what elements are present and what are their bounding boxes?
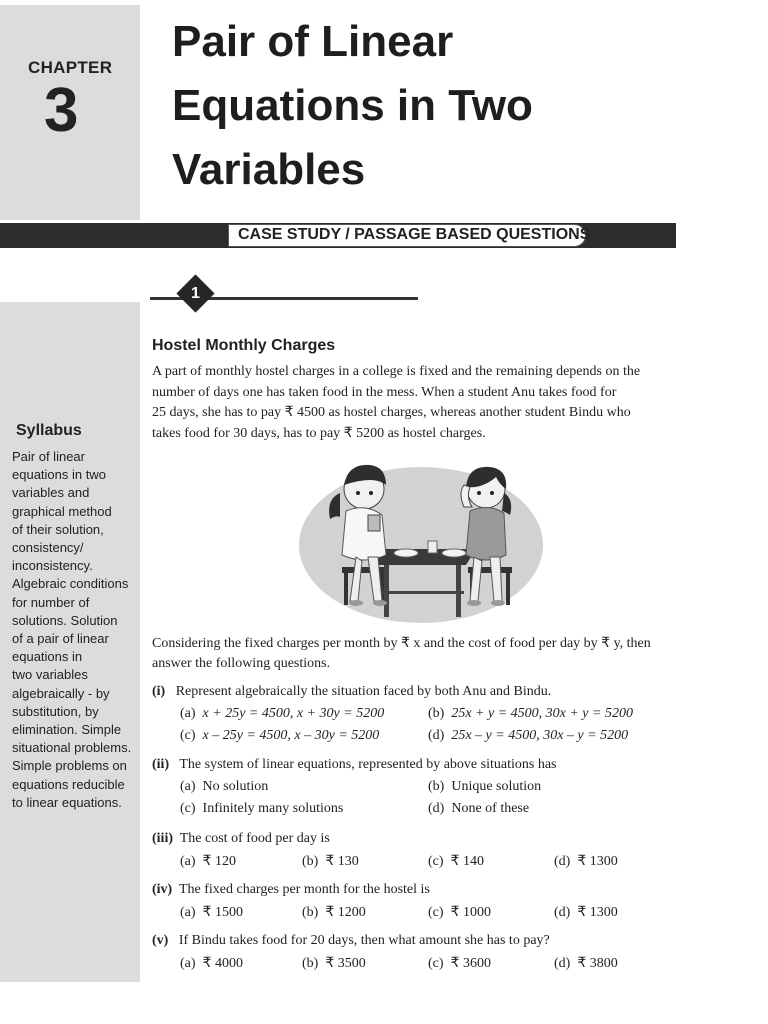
option-text: No solution (202, 779, 269, 794)
passage-line: number of days one has taken food in the mess. When a student Anu takes food for (152, 384, 617, 400)
chapter-label: CHAPTER (28, 58, 113, 77)
option-text: ₹ 130 (325, 854, 359, 869)
option-label: (c) (180, 801, 196, 816)
question-number-label: (v) (152, 933, 169, 948)
option-text: ₹ 1000 (450, 905, 491, 920)
syllabus-line: for number of (12, 594, 90, 610)
option-label: (d) (554, 854, 571, 869)
syllabus-line: equations in two (12, 467, 106, 483)
option-a (180, 904, 243, 921)
option-d (428, 728, 628, 744)
chapter-number: 3 (44, 76, 79, 145)
option-text: Unique solution (451, 779, 542, 794)
option-a (180, 706, 384, 722)
syllabus-line: Simple problems on (12, 758, 127, 774)
question-number-label: (iv) (152, 882, 173, 897)
option-text: ₹ 140 (450, 854, 484, 869)
syllabus-line: substitution, by (12, 703, 99, 719)
syllabus-line: to linear equations. (12, 794, 122, 810)
chapter-title-line: Pair of Linear (172, 17, 454, 66)
question-i (152, 684, 551, 700)
question-number: 1 (191, 285, 200, 302)
option-label: (a) (180, 956, 196, 971)
case-passage (152, 362, 692, 444)
option-label: (b) (302, 905, 319, 920)
syllabus-line: of a pair of linear (12, 631, 109, 647)
option-d (428, 801, 529, 817)
option-b (302, 853, 359, 870)
syllabus-text (12, 448, 140, 812)
chapter-title-line: Equations in Two (172, 81, 533, 130)
option-label: (d) (554, 905, 571, 920)
option-text: x – 25y = 4500, x – 30y = 5200 (202, 728, 380, 743)
syllabus-line: consistency/ (12, 540, 84, 556)
syllabus-line: Algebraic conditions (12, 576, 129, 592)
instruction-line: answer the following questions. (152, 656, 331, 671)
syllabus-line: elimination. Simple (12, 722, 122, 738)
option-c (428, 904, 491, 921)
option-label: (c) (428, 854, 444, 869)
option-text: ₹ 3500 (325, 956, 366, 971)
option-label: (c) (428, 905, 444, 920)
question-v (152, 933, 550, 949)
option-a (180, 853, 236, 870)
option-b (428, 706, 633, 722)
option-text: 25x – y = 4500, 30x – y = 5200 (451, 728, 629, 743)
passage-line: 25 days, she has to pay ₹ 4500 as hostel charges, whereas another student Bindu who (152, 405, 631, 420)
syllabus-line: two variables (12, 667, 88, 683)
option-b (302, 904, 366, 921)
syllabus-line: inconsistency. (12, 558, 93, 574)
option-text: 25x + y = 4500, 30x + y = 5200 (451, 706, 633, 721)
passage-line: takes food for 30 days, has to pay ₹ 5200 as hostel charges. (152, 425, 486, 441)
option-text: ₹ 4000 (202, 956, 243, 971)
option-b (302, 955, 366, 972)
option-label: (a) (180, 779, 196, 794)
option-text: ₹ 1200 (325, 905, 366, 920)
option-c (180, 728, 379, 744)
question-ii (152, 757, 556, 773)
option-c (180, 801, 343, 817)
option-label: (b) (302, 854, 319, 869)
option-text: ₹ 3600 (450, 956, 491, 971)
syllabus-line: equations reducible (12, 776, 125, 792)
option-text: ₹ 1500 (202, 905, 243, 920)
question-number-label: (iii) (152, 831, 173, 846)
option-text: None of these (451, 801, 530, 816)
option-label: (b) (428, 706, 445, 721)
option-label: (a) (180, 854, 196, 869)
option-label: (d) (428, 801, 445, 816)
syllabus-line: variables and (12, 485, 90, 501)
option-text: ₹ 120 (202, 854, 236, 869)
syllabus-line: Pair of linear (12, 449, 85, 464)
option-c (428, 853, 484, 870)
syllabus-line: solutions. Solution (12, 612, 118, 628)
syllabus-line: equations in (12, 649, 83, 665)
illustration-girls-eating (298, 445, 544, 625)
option-text: ₹ 3800 (577, 956, 618, 971)
option-label: (b) (302, 956, 319, 971)
option-label: (b) (428, 779, 445, 794)
option-label: (d) (428, 728, 445, 743)
option-label: (a) (180, 905, 196, 920)
question-text: The fixed charges per month for the hostel is (178, 882, 430, 897)
syllabus-line: of their solution, (12, 521, 104, 537)
syllabus-line: graphical method (12, 503, 112, 519)
option-text: x + 25y = 4500, x + 30y = 5200 (202, 706, 385, 721)
question-number-label: (i) (152, 684, 166, 699)
syllabus-line: algebraically - by (12, 685, 110, 701)
question-text: If Bindu takes food for 20 days, then what amount she has to pay? (178, 933, 550, 948)
question-text: The system of linear equations, represented by above situations has (179, 757, 557, 772)
case-heading: Hostel Monthly Charges (152, 337, 336, 354)
question-iii (152, 831, 330, 847)
option-label: (c) (180, 728, 196, 743)
option-d (554, 904, 618, 921)
option-text: ₹ 1300 (577, 854, 618, 869)
section-banner-title: CASE STUDY / PASSAGE BASED QUESTIONS (238, 226, 591, 243)
option-text: Infinitely many solutions (202, 801, 344, 816)
question-text: Represent algebraically the situation faced by both Anu and Bindu. (175, 684, 552, 699)
chapter-title (172, 10, 712, 202)
instruction-line: Considering the fixed charges per month by ₹ x and the cost of food per day by ₹ y, then (152, 636, 651, 651)
option-d (554, 853, 618, 870)
question-iv (152, 882, 430, 898)
option-a (180, 955, 243, 972)
chapter-title-line: Variables (172, 145, 366, 194)
question-number-label: (ii) (152, 757, 170, 772)
option-d (554, 955, 618, 972)
passage-line: A part of monthly hostel charges in a college is fixed and the remaining depends on the (152, 364, 641, 379)
syllabus-heading: Syllabus (16, 422, 82, 439)
question-text: The cost of food per day is (179, 831, 330, 846)
option-text: ₹ 1300 (577, 905, 618, 920)
option-c (428, 955, 491, 972)
option-label: (d) (554, 956, 571, 971)
option-b (428, 779, 541, 795)
option-label: (a) (180, 706, 196, 721)
syllabus-line: situational problems. (12, 740, 132, 756)
option-label: (c) (428, 956, 444, 971)
option-a (180, 779, 268, 795)
instruction-text (152, 634, 692, 674)
